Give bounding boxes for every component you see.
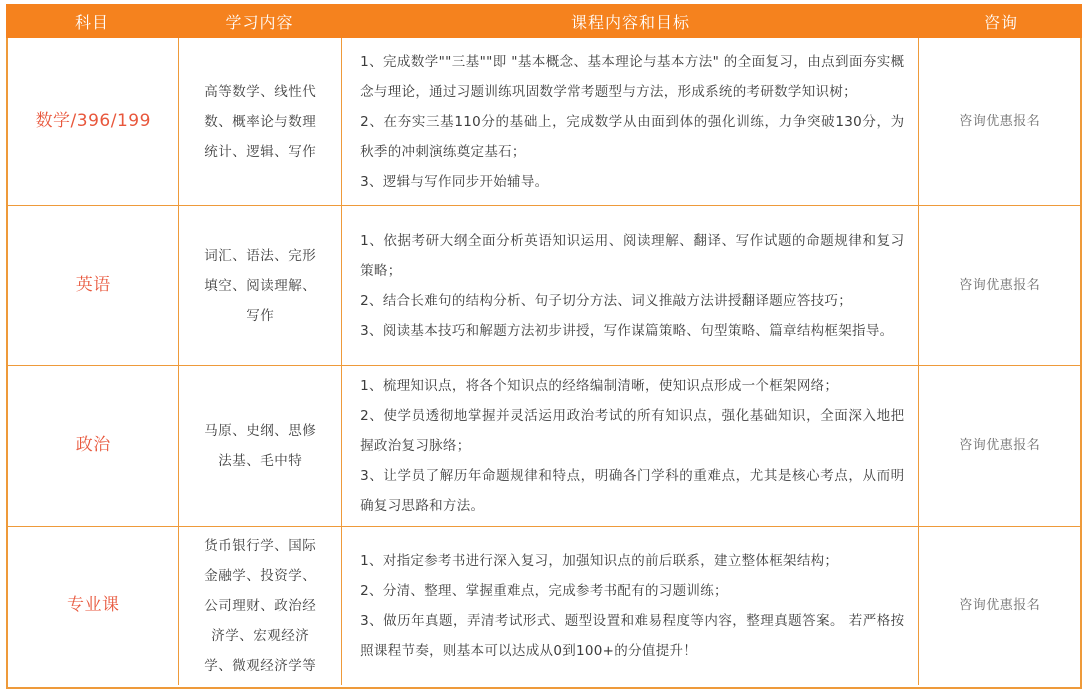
- goal-item: 3、逻辑与写作同步开始辅导。: [360, 173, 549, 190]
- table-body: [6, 38, 1082, 689]
- consult-enroll-link[interactable]: 咨询优惠报名: [959, 598, 1041, 614]
- table-row: [8, 206, 1080, 366]
- table-row: [8, 366, 1080, 527]
- subject-label: 数学/396/199: [35, 110, 151, 131]
- subject-cell: [8, 366, 179, 526]
- table-row: [8, 527, 1080, 685]
- goals-cell: [342, 206, 919, 365]
- consult-enroll-link[interactable]: 咨询优惠报名: [959, 277, 1041, 293]
- subject-cell: [8, 527, 179, 685]
- consult-enroll-link[interactable]: 咨询优惠报名: [959, 438, 1041, 454]
- subject-cell: [8, 38, 179, 205]
- goal-item: 3、阅读基本技巧和解题方法初步讲授，写作谋篇策略、句型策略、篇章结构框架指导。: [360, 322, 894, 339]
- table-row: [8, 38, 1080, 206]
- subject-cell: [8, 206, 179, 365]
- column-header-goals: 课程内容和目标: [570, 12, 690, 32]
- goal-item: 3、做历年真题，弄清考试形式、题型设置和难易程度等内容，整理真题答案。 若严格按照课程节奏，则基本可以达成从0到100+的分值提升！: [360, 613, 905, 659]
- consult-cell[interactable]: [919, 38, 1080, 205]
- column-header-consult: 咨询: [983, 12, 1018, 32]
- subject-label: 政治: [75, 435, 111, 456]
- goals-list: [360, 546, 904, 666]
- goals-cell: [342, 38, 919, 205]
- consult-cell[interactable]: [919, 366, 1080, 526]
- goals-list: [360, 371, 904, 521]
- topics-label: 高等数学、线性代数、概率论与数理统计、逻辑、写作: [204, 83, 317, 160]
- goal-item: 1、梳理知识点，将各个知识点的经络编制清晰，使知识点形成一个框架网络；: [360, 378, 839, 394]
- goals-cell: [342, 366, 919, 526]
- goals-list: [360, 226, 904, 346]
- goal-item: 1、完成数学""三基""即 "基本概念、基本理论与基本方法" 的全面复习，由点到面夯实概念与理论，通过习题训练巩固数学常考题型与方法，形成系统的考研数学知识树；: [360, 53, 905, 100]
- topics-label: 词汇、语法、完形填空、阅读理解、写作: [204, 247, 317, 324]
- goal-item: 2、结合长难句的结构分析、句子切分方法、词义推敲方法讲授翻译题应答技巧；: [360, 292, 853, 309]
- subject-label: 英语: [75, 274, 111, 295]
- goal-item: 3、让学员了解历年命题规律和特点，明确各门学科的重难点，尤其是核心考点，从而明确复习思路和方法。: [360, 468, 905, 514]
- topics-cell: [179, 38, 342, 205]
- table-header-row: [6, 4, 1082, 38]
- goal-item: 2、使学员透彻地掌握并灵活运用政治考试的所有知识点，强化基础知识，全面深入地把握政治复习脉络；: [360, 408, 905, 454]
- consult-cell[interactable]: [919, 527, 1080, 685]
- topics-cell: [179, 527, 342, 685]
- goal-item: 2、分清、整理、掌握重难点，完成参考书配有的习题训练；: [360, 583, 728, 599]
- column-header-subject: 科目: [74, 12, 109, 32]
- goal-item: 1、依据考研大纲全面分析英语知识运用、阅读理解、翻译、写作试题的命题规律和复习策略；: [360, 232, 905, 279]
- consult-cell[interactable]: [919, 206, 1080, 365]
- topics-cell: [179, 206, 342, 365]
- consult-enroll-link[interactable]: 咨询优惠报名: [959, 113, 1041, 129]
- subject-label: 专业课: [66, 595, 120, 616]
- column-header-topics: 学习内容: [225, 12, 294, 32]
- goal-item: 1、对指定参考书进行深入复习，加强知识点的前后联系，建立整体框架结构；: [360, 553, 839, 569]
- topics-cell: [179, 366, 342, 526]
- goals-list: [360, 47, 904, 197]
- topics-label: 马原、史纲、思修法基、毛中特: [204, 423, 317, 469]
- topics-label: 货币银行学、国际金融学、投资学、公司理财、政治经济学、宏观经济学、微观经济学等: [204, 538, 317, 674]
- goals-cell: [342, 527, 919, 685]
- goal-item: 2、在夯实三基110分的基础上，完成数学从由面到体的强化训练，力争突破130分，为秋季的冲刺演练奠定基石；: [360, 113, 905, 160]
